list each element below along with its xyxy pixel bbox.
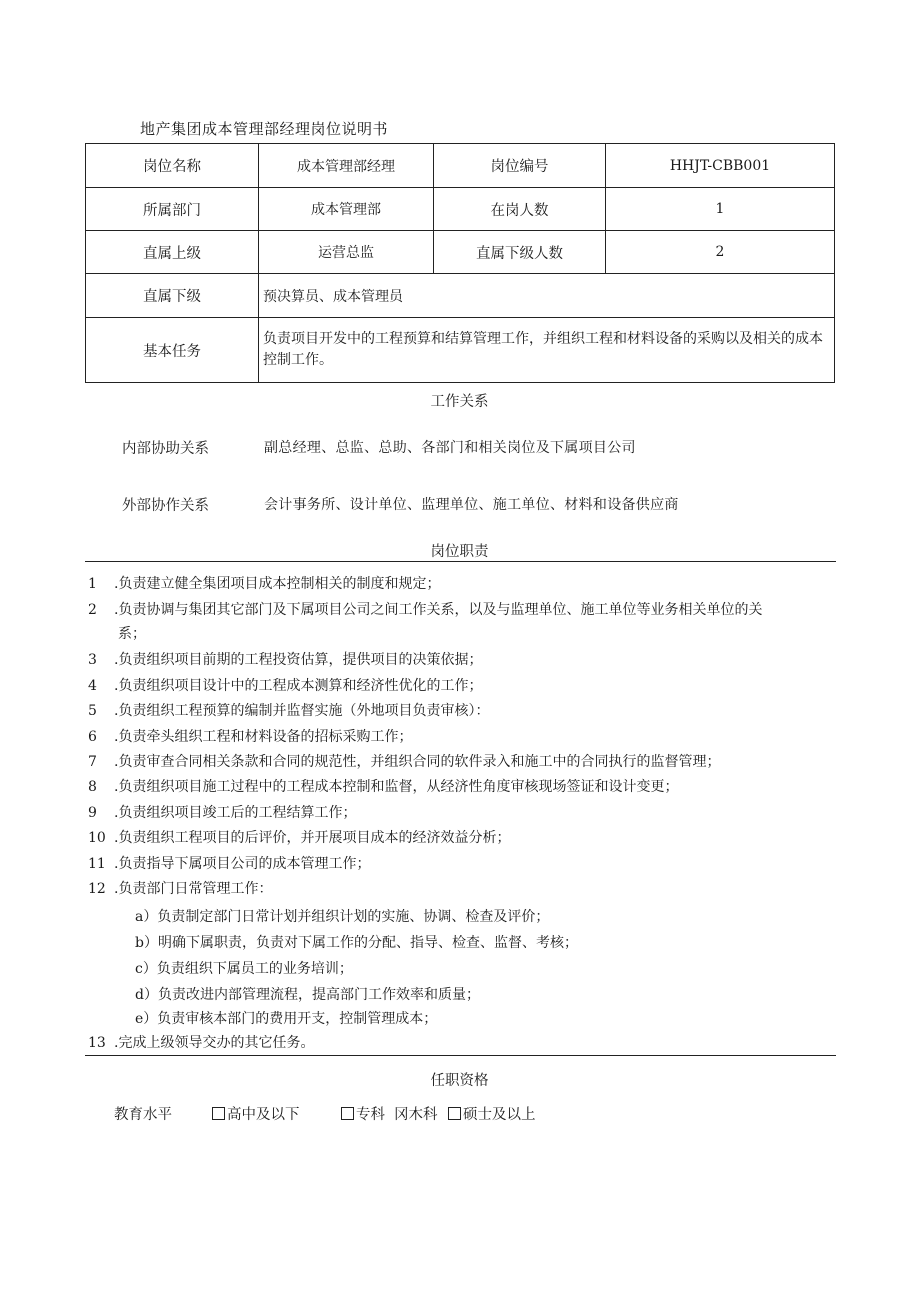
list-item: 7 .负责审查合同相关条款和合同的规范性，并组织合同的软件录入和施工中的合同执行的监督管理； bbox=[88, 754, 721, 770]
subordinate-count-value: 2 bbox=[606, 231, 835, 274]
checkbox-icon[interactable] bbox=[212, 1107, 225, 1120]
checkbox-icon[interactable] bbox=[341, 1107, 354, 1120]
option-master[interactable]: 硕士及以上 bbox=[448, 1103, 536, 1124]
list-item: 12 .负责部门日常管理工作： bbox=[88, 881, 273, 897]
position-code-value: HHJT-CBB001 bbox=[606, 144, 835, 188]
basic-task-label: 基本任务 bbox=[86, 318, 259, 383]
table-row bbox=[86, 188, 835, 231]
position-name-label: 岗位名称 bbox=[86, 144, 259, 188]
list-item: 3 .负责组织项目前期的工程投资估算，提供项目的决策依据； bbox=[88, 652, 483, 668]
sub-list-item: e）负责审核本部门的费用开支，控制管理成本； bbox=[135, 1011, 438, 1027]
work-relations-heading: 工作关系 bbox=[430, 394, 489, 410]
table-row bbox=[86, 274, 835, 318]
headcount-label: 在岗人数 bbox=[434, 188, 606, 231]
external-relations-label: 外部协作关系 bbox=[122, 498, 209, 514]
document-title: 地产集团成本管理部经理岗位说明书 bbox=[140, 120, 389, 138]
option-bachelor[interactable]: 冈木科 bbox=[394, 1107, 438, 1123]
table-row bbox=[86, 144, 835, 188]
duties-heading: 岗位职责 bbox=[430, 544, 489, 560]
department-label: 所属部门 bbox=[86, 188, 259, 231]
sub-list-item: d）负责改进内部管理流程，提高部门工作效率和质量； bbox=[135, 987, 480, 1003]
list-item: 5 .负责组织工程预算的编制并监督实施（外地项目负责审核）： bbox=[88, 703, 490, 719]
qualifications-heading: 任职资格 bbox=[430, 1073, 489, 1089]
external-relations-value: 会计事务所、设计单位、监理单位、施工单位、材料和设备供应商 bbox=[264, 497, 679, 513]
subordinates-label: 直属下级 bbox=[86, 274, 259, 318]
list-item-continuation: 系； bbox=[118, 626, 146, 642]
subordinate-count-label: 直属下级人数 bbox=[434, 231, 606, 274]
headcount-value: 1 bbox=[606, 188, 835, 231]
internal-relations-label: 内部协助关系 bbox=[122, 441, 209, 457]
sub-list-item: c）负责组织下属员工的业务培训； bbox=[135, 961, 353, 977]
option-college[interactable]: 专科 bbox=[341, 1103, 385, 1124]
superior-label: 直属上级 bbox=[86, 231, 259, 274]
position-name-value: 成本管理部经理 bbox=[259, 144, 434, 188]
list-item: 10 .负责组织工程项目的后评价，并开展项目成本的经济效益分析； bbox=[88, 830, 511, 846]
list-item: 11 .负责指导下属项目公司的成本管理工作； bbox=[88, 856, 371, 872]
list-item: 4 .负责组织项目设计中的工程成本测算和经济性优化的工作； bbox=[88, 678, 483, 694]
list-item: 6 .负责牵头组织工程和材料设备的招标采购工作； bbox=[88, 729, 413, 745]
list-item: 13 .完成上级领导交办的其它任务。 bbox=[88, 1035, 315, 1051]
subordinates-value: 预决算员、成本管理员 bbox=[259, 274, 835, 318]
list-item: 9 .负责组织项目竣工后的工程结算工作； bbox=[88, 805, 357, 821]
checkbox-icon[interactable] bbox=[448, 1107, 461, 1120]
table-row bbox=[86, 231, 835, 274]
divider bbox=[85, 1055, 836, 1056]
divider bbox=[85, 561, 836, 562]
internal-relations-value: 副总经理、总监、总助、各部门和相关岗位及下属项目公司 bbox=[264, 440, 636, 456]
list-item: 2 .负责协调与集团其它部门及下属项目公司之间工作关系，以及与监理单位、施工单位等业务相关单位的关 bbox=[88, 602, 763, 618]
sub-list-item: a）负责制定部门日常计划并组织计划的实施、协调、检查及评价； bbox=[135, 909, 550, 925]
list-item: 1 .负责建立健全集团项目成本控制相关的制度和规定； bbox=[88, 576, 441, 592]
sub-list-item: b）明确下属职责，负责对下属工作的分配、指导、检查、监督、考核； bbox=[135, 935, 578, 951]
position-code-label: 岗位编号 bbox=[434, 144, 606, 188]
basic-task-value: 负责项目开发中的工程预算和结算管理工作，并组织工程和材料设备的采购以及相关的成本控制工作。 bbox=[259, 318, 835, 383]
education-label: 教育水平 bbox=[114, 1107, 172, 1123]
option-high-school[interactable]: 高中及以下 bbox=[212, 1103, 300, 1124]
position-info-table bbox=[85, 143, 835, 383]
department-value: 成本管理部 bbox=[259, 188, 434, 231]
table-row bbox=[86, 318, 835, 383]
superior-value: 运营总监 bbox=[259, 231, 434, 274]
list-item: 8 .负责组织项目施工过程中的工程成本控制和监督，从经济性角度审核现场签证和设计变更； bbox=[88, 779, 679, 795]
